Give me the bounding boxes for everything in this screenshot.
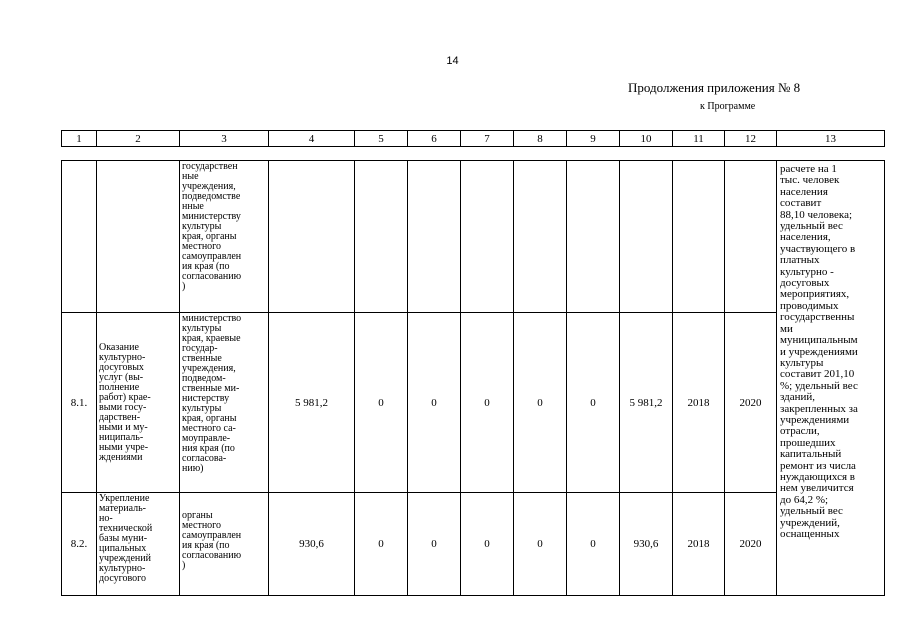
column-number: 8 [514, 131, 567, 147]
funding-cell: 0 [461, 313, 514, 493]
expected-results-text: расчете на 1 тыс. человек населения составит 88,10 человека; удельный вес населения, участвующего в платных культурно - досуговых мероприятиях, проводимых государственны ми муниципальным и учреждениями культуры составит 201,10 %; удельный вес зданий, закрепленных за учреждениями отрасли, прошедших капитальный ремонт из числа нуждающихся в нем увеличится до 64,2 %; удельный вес учреждений, оснащенных [780, 164, 858, 540]
end-year-cell: 2020 [725, 313, 777, 493]
end-year-cell [725, 161, 777, 313]
total-funding-cell: 5 981,2 [269, 313, 355, 493]
column-number: 5 [355, 131, 408, 147]
start-year-cell: 2018 [673, 493, 725, 596]
activity-name-cell [97, 161, 180, 313]
table-row [62, 493, 885, 596]
column-number-header [61, 130, 885, 147]
column-number: 13 [777, 131, 885, 147]
column-number: 12 [725, 131, 777, 147]
program-activities-table [61, 160, 885, 596]
total-funding-cell [269, 161, 355, 313]
funding-cell [461, 161, 514, 313]
table-row [62, 313, 885, 493]
executor-cell: государствен ные учреждения, подведомстве нные министерству культуры края, органы местного самоуправлен ия края (по согласованию ) [180, 161, 269, 313]
funding-cell: 0 [355, 493, 408, 596]
appendix-heading: Продолжения приложения № 8 [628, 80, 801, 95]
funding-cell: 0 [355, 313, 408, 493]
table-row [62, 161, 885, 313]
column-number: 7 [461, 131, 514, 147]
funding-cell [567, 161, 620, 313]
column-number: 2 [97, 131, 180, 147]
funding-cell [355, 161, 408, 313]
funding-cell: 0 [408, 493, 461, 596]
end-year-cell: 2020 [725, 493, 777, 596]
column-number: 11 [673, 131, 725, 147]
column-number: 10 [620, 131, 673, 147]
column-number: 3 [180, 131, 269, 147]
funding-cell: 0 [514, 313, 567, 493]
total-funding-cell: 930,6 [269, 493, 355, 596]
column-number: 4 [269, 131, 355, 147]
funding-cell: 5 981,2 [620, 313, 673, 493]
funding-cell: 0 [408, 313, 461, 493]
funding-cell: 0 [567, 493, 620, 596]
start-year-cell [673, 161, 725, 313]
funding-cell [408, 161, 461, 313]
expected-results-cell [777, 161, 885, 596]
executor-cell: министерство культуры края, краевые государ- ственные учреждения, подведом- ственные ми- нистерству культуры края, органы местного са- моуправле- ния края (по согласова- нию) [180, 313, 269, 493]
column-number: 6 [408, 131, 461, 147]
funding-cell: 0 [461, 493, 514, 596]
row-number-cell: 8.2. [62, 493, 97, 596]
activity-name-cell: Оказание культурно- досуговых услуг (вы- полнение работ) крае- выми госу- дарствен- ными и му- ниципаль- ными учре- ждениями [97, 313, 180, 493]
row-number-cell [62, 161, 97, 313]
page-number: 14 [446, 55, 459, 67]
column-number: 9 [567, 131, 620, 147]
row-number-cell: 8.1. [62, 313, 97, 493]
column-number: 1 [62, 131, 97, 147]
start-year-cell: 2018 [673, 313, 725, 493]
funding-cell: 0 [567, 313, 620, 493]
executor-cell: органы местного самоуправлен ия края (по согласованию ) [180, 493, 269, 596]
funding-cell [514, 161, 567, 313]
appendix-subheading: к Программе [700, 101, 756, 112]
funding-cell: 0 [514, 493, 567, 596]
funding-cell: 930,6 [620, 493, 673, 596]
activity-name-text: Укрепление материаль- но- технической базы муни- ципальных учреждений культурно- досугового [99, 494, 153, 584]
activity-name-cell [97, 493, 180, 596]
funding-cell [620, 161, 673, 313]
